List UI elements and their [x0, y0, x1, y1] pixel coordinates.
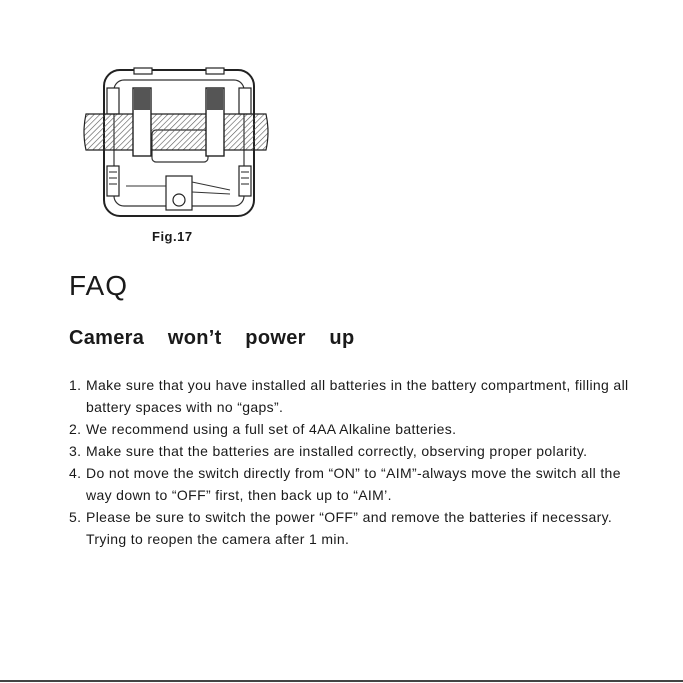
item-number: 3. — [69, 443, 82, 459]
item-number: 2. — [69, 421, 82, 437]
item-text: Please be sure to switch the power “OFF” and remove the batteries if necessary. Trying to reopen the camera after 1 min. — [86, 509, 613, 547]
figure-caption: Fig.17 — [152, 229, 193, 244]
faq-item-2 — [69, 418, 629, 440]
faq-heading: FAQ — [69, 270, 129, 301]
item-text: Do not move the switch directly from “ON” to “AIM”-always move the switch all the way down to “OFF” first, then back up to “AIM’. — [86, 465, 621, 503]
item-text: Make sure that you have installed all batteries in the battery compartment, filling all battery spaces with no “gaps”. — [86, 377, 629, 415]
faq-item-3 — [69, 440, 629, 462]
camera-strap-illustration — [80, 66, 270, 220]
page-bottom-rule — [0, 680, 683, 682]
item-number: 1. — [69, 377, 82, 393]
faq-list — [69, 374, 629, 550]
item-text: We recommend using a full set of 4AA Alkaline batteries. — [86, 421, 457, 437]
faq-item-4 — [69, 462, 629, 506]
item-number: 5. — [69, 509, 82, 525]
item-text: Make sure that the batteries are installed correctly, observing proper polarity. — [86, 443, 588, 459]
camera-strap-mount-icon — [80, 66, 270, 220]
item-number: 4. — [69, 465, 82, 481]
section-heading: Camera won’t power up — [69, 327, 355, 349]
faq-item-5 — [69, 506, 629, 550]
faq-item-1 — [69, 374, 629, 418]
